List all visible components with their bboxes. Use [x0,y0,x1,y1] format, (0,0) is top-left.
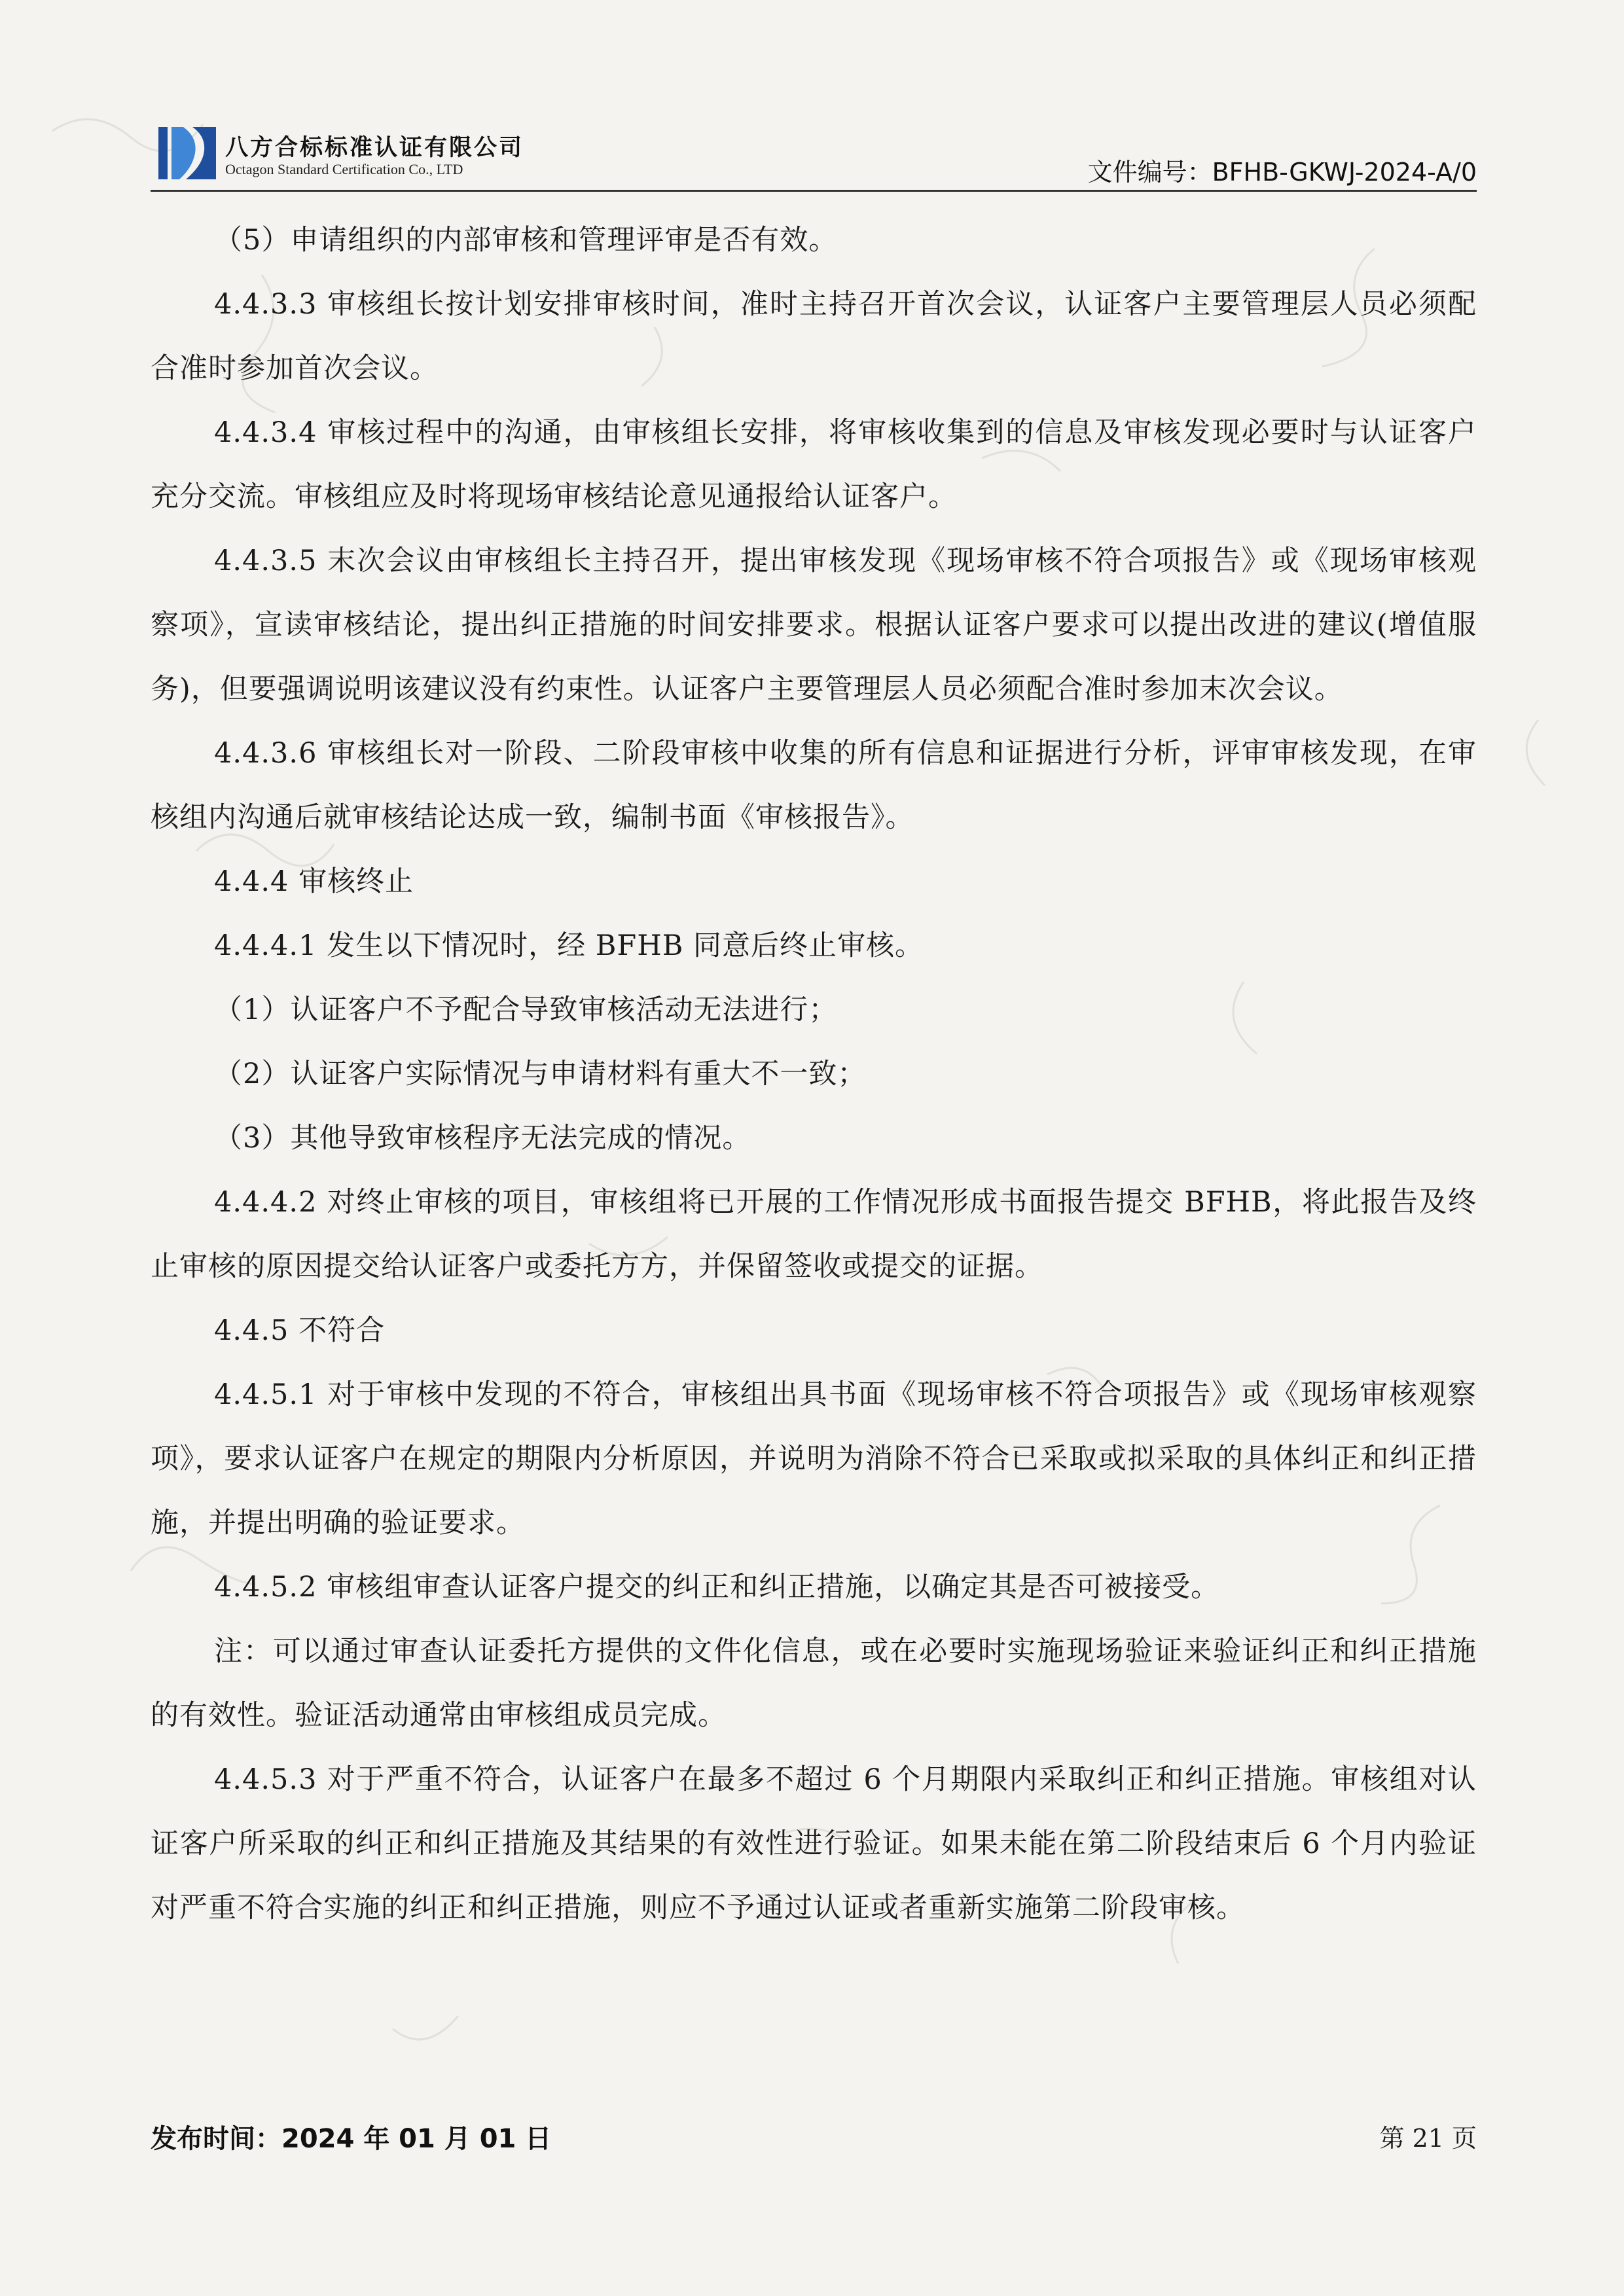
paragraph: 4.4.5.2 审核组审查认证客户提交的纠正和纠正措施，以确定其是否可被接受。 [214,1571,1220,1604]
document-number: 文件编号：BFHB-GKWJ-2024-A/0 [1087,158,1477,187]
paragraph: 4.4.3.5 末次会议由审核组长主持召开，提出审核发现《现场审核不符合项报告》或《现场审核观察项》，宣读审核结论，提出纠正措施的时间安排要求。根据认证客户要求可以提出改进的建议(增值服务)，但要强调说明该建议没有约束性。认证客户主要管理层人员必须配合准时参加末次会议。 [151,545,1477,706]
paragraph: 4.4.3.6 审核组长对一阶段、二阶段审核中收集的所有信息和证据进行分析，评审审核发现，在审核组内沟通后就审核结论达成一致，编制书面《审核报告》。 [151,737,1477,834]
publish-date: 发布时间：2024 年 01 月 01 日 [151,2124,552,2154]
paragraph: 4.4.3.4 审核过程中的沟通，由审核组长安排，将审核收集到的信息及审核发现必要时与认证客户充分交流。审核组应及时将现场审核结论意见通报给认证客户。 [151,416,1477,513]
page-header [151,111,1477,193]
section-heading: 4.4.4 审核终止 [214,865,414,898]
header-divider [151,190,1477,192]
paragraph: 4.4.5.1 对于审核中发现的不符合，审核组出具书面《现场审核不符合项报告》或《现场审核观察项》，要求认证客户在规定的期限内分析原因，并说明为消除不符合已采取或拟采取的具体纠正和纠正措施，并提出明确的验证要求。 [151,1378,1477,1539]
company-logo-icon [157,124,219,183]
company-name-en: Octagon Standard Certification Co., LTD [225,161,463,177]
paragraph: 4.4.4.2 对终止审核的项目，审核组将已开展的工作情况形成书面报告提交 BFHB，将此报告及终止审核的原因提交给认证客户或委托方方，并保留签收或提交的证据。 [151,1186,1477,1283]
company-logo [157,124,655,183]
paragraph: （5）申请组织的内部审核和管理评审是否有效。 [214,224,838,257]
document-body [151,208,1477,1940]
list-item: （2）认证客户实际情况与申请材料有重大不一致； [214,1058,867,1090]
note-paragraph: 注：可以通过审查认证委托方提供的文件化信息，或在必要时实施现场验证来验证纠正和纠正措施的有效性。验证活动通常由审核组成员完成。 [151,1635,1477,1732]
section-heading: 4.4.5 不符合 [214,1314,386,1347]
paragraph: 4.4.4.1 发生以下情况时，经 BFHB 同意后终止审核。 [214,929,924,962]
list-item: （3）其他导致审核程序无法完成的情况。 [214,1122,751,1155]
paragraph: 4.4.3.3 审核组长按计划安排审核时间，准时主持召开首次会议，认证客户主要管理层人员必须配合准时参加首次会议。 [151,288,1477,385]
paragraph: 4.4.5.3 对于严重不符合，认证客户在最多不超过 6 个月期限内采取纠正和纠正措施。审核组对认证客户所采取的纠正和纠正措施及其结果的有效性进行验证。如果未能在第二阶段结束后 6 个月内验证对严重不符合实施的纠正和纠正措施，则应不予通过认证或者重新实施第二阶段审核。 [151,1763,1477,1924]
list-item: （1）认证客户不予配合导致审核活动无法进行； [214,994,838,1026]
company-name-cn: 八方合标标准认证有限公司 [225,135,524,161]
page-number: 第 21 页 [1379,2124,1477,2153]
